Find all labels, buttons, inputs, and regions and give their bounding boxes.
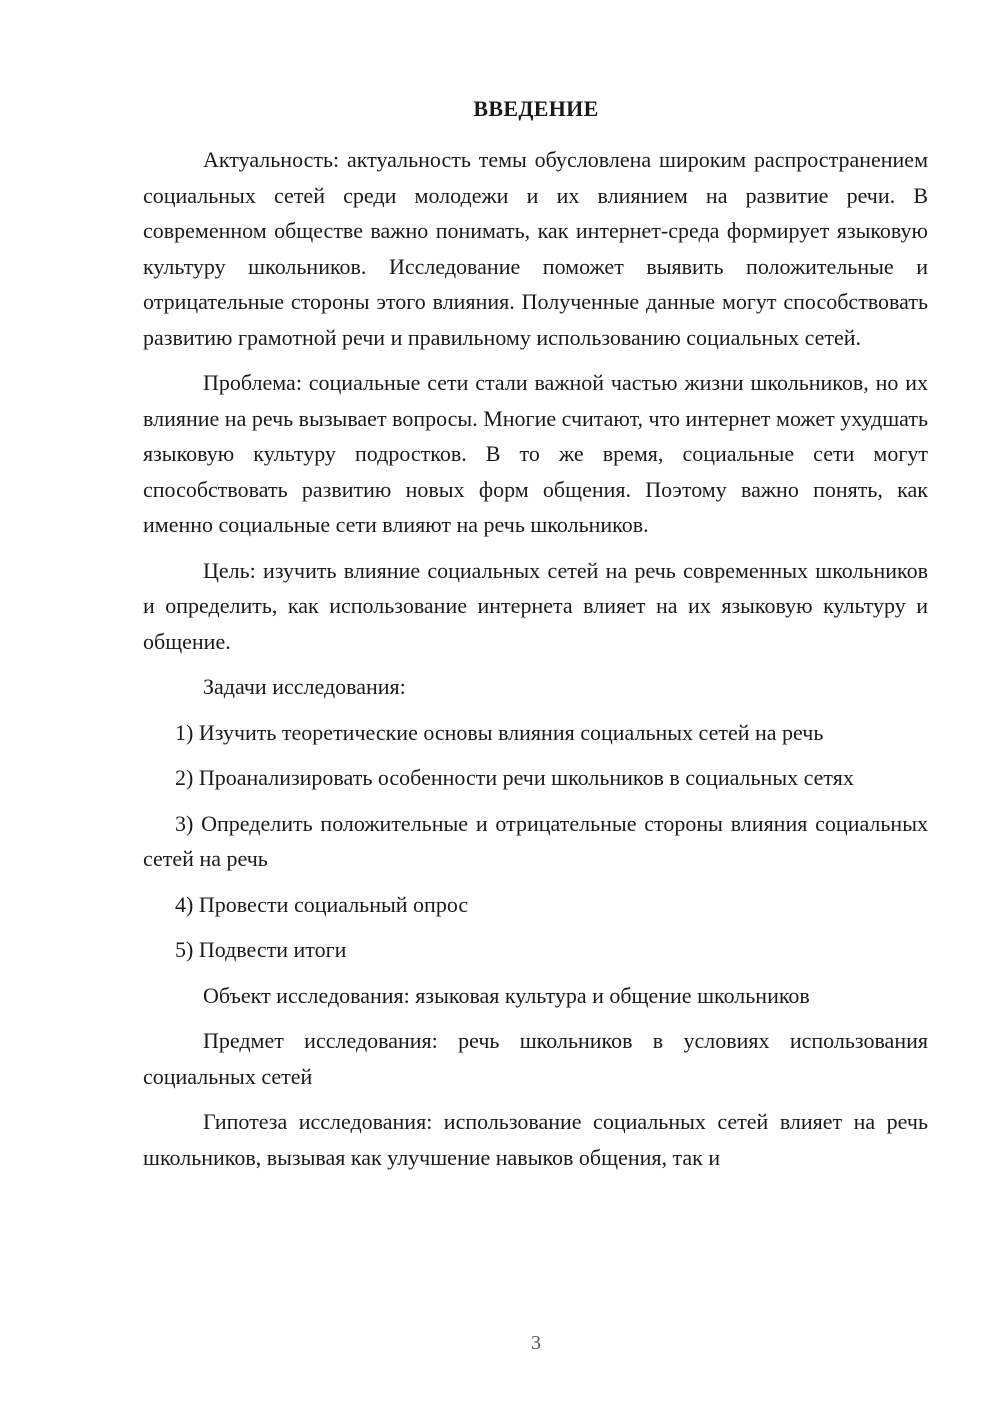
- paragraph-goal: Цель: изучить влияние социальных сетей на речь современных школьников и определить, как использование интернета влияет на их языковую культуру и общение.: [143, 557, 928, 654]
- task-item-1: 1) Изучить теоретические основы влияния социальных сетей на речь: [175, 719, 824, 745]
- task-item-5: 5) Подвести итоги: [175, 937, 347, 962]
- document-body: [143, 142, 928, 1185]
- paragraph-relevance: Актуальность: актуальность темы обусловлена широким распространением социальных сетей среди молодежи и их влиянием на развитие речи. В современном обществе важно понимать, как интернет-среда формирует языковую культуру школьников. Исследование поможет выявить положительные и отрицательные стороны этого влияния. Полученные данные могут способствовать развитию грамотной речи и правильному использованию социальных сетей.: [143, 147, 928, 350]
- task-item-3: 3) Определить положительные и отрицательные стороны влияния социальных сетей на речь: [143, 810, 928, 871]
- paragraph-object: Объект исследования: языковая культура и общение школьников: [203, 982, 810, 1008]
- task-item-2: 2) Проанализировать особенности речи школьников в социальных сетях: [175, 765, 854, 790]
- paragraph-subject: Предмет исследования: речь школьников в условиях использования социальных сетей: [143, 1028, 928, 1089]
- paragraph-problem: Проблема: социальные сети стали важной частью жизни школьников, но их влияние на речь вызывает вопросы. Многие считают, что интернет может ухудшать языковую культуру подростков. В то же время, социальные сети могут способствовать развитию новых форм общения. Поэтому важно понять, как именно социальные сети влияют на речь школьников.: [143, 370, 928, 537]
- task-item-4: 4) Провести социальный опрос: [175, 891, 469, 917]
- page-number: 3: [531, 1332, 541, 1354]
- paragraph-hypothesis: Гипотеза исследования: использование социальных сетей влияет на речь школьников, вызывая как улучшение навыков общения, так и: [143, 1109, 928, 1170]
- paragraph-tasks-heading: Задачи исследования:: [203, 674, 406, 699]
- section-title: ВВЕДЕНИЕ: [473, 96, 599, 121]
